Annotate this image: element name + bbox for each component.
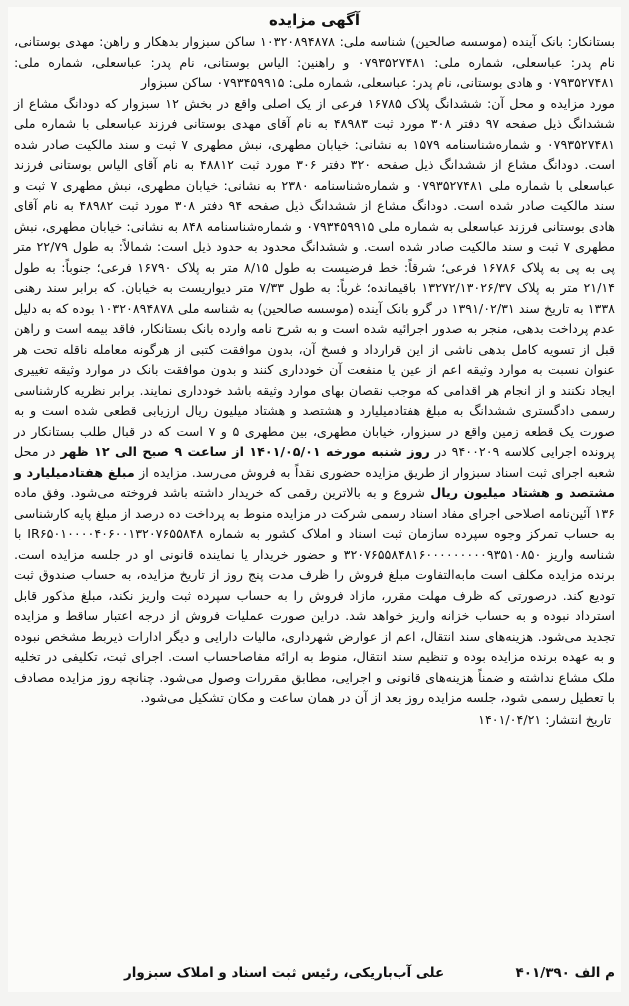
property-description: مورد مزایده و محل آن: ششدانگ پلاک ۱۶۷۸۵ فرعی از یک اصلی واقع در بخش ۱۲ سبزوار که دودانگ مشاع از ششدانگ ذیل صفحه ۹۷ دفتر ۳۰۸ مورد ثبت ۴۸۹۸۳ به نام آقای مهدی بوستانی فرزند عباسعلی با شماره ملی ۰۷۹۳۵۲۷۴۸۱ و شماره‌شناسنامه ۱۵۷۹ به نشانی: خیابان مطهری، نبش مطهری ۷ ثبت و سند مالکیت صادر شده است. دودانگ مشاع از ششدانگ ذیل صفحه ۳۲۰ دفتر ۳۰۶ مورد ثبت ۴۸۸۱۲ به نام آقای الیاس بوستانی فرزند عباسعلی با شماره ملی ۰۷۹۳۵۲۷۴۸۱ و شماره‌شناسنامه ۲۳۸۰ به نشانی: خیابان مطهری، نبش مطهری ۷ ثبت و سند مالکیت صادر شده است. دودانگ مشاع از ششدانگ ذیل صفحه ۹۴ دفتر ۳۰۸ مورد ثبت ۴۸۹۸۲ به نام آقای هادی بوستانی فرزند عباسعلی به شماره ملی ۰۷۹۳۴۵۹۹۱۵ و شماره‌شناسنامه ۸۴۸ به نشانی: خیابان مطهری، نبش مطهری ۷ ثبت و سند مالکیت صادر شده است. و ششدانگ محدود به حدود ذیل است: شمالاً: به طول ۲۲/۷۹ متر پی به پی به پلاک ۱۶۷۸۶ فرعی؛ شرقاً: خط فرضیست به طول ۸/۱۵ متر به پلاک ۱۶۷۹۰ فرعی؛ جنوباً: به طول ۲۱/۱۴ متر به پلاک ۱۳۲۷۲/۱۳۰۲۶/۳۷ باقیمانده؛ غرباً: به طول ۷/۳۳ متر دیواریست به خیابان. که برابر سند رهنی ۱۳۳۸ به تاریخ سند ۱۳۹۱/۰۲/۳۱ در گرو بانک آینده (موسسه صالحین) به شناسه ملی ۱۰۳۲۰۸۹۴۸۷۸ بوده که به دلیل عدم پرداخت بدهی، منجر به صدور اجرائیه شده است و به شرح نامه وارده بانک بستانکار، فاقد بیمه است و راهن قبل از تسویه کامل بدهی ناشی از این قرارداد و فسخ آن، بدون موافقت کتبی از هرگونه معامله ناقله تحت هر عنوان نسبت به موارد وثیقه اعم از عین یا منفعت آن خودداری کنند و بدون موافقت بانک در موارد وثیقه تغییری ایجاد نکنند و از انجام هر اقدامی که موجب نقصان بهای موارد وثیقه باشد خودداری نمایند. برابر نظریه کارشناسی رسمی دادگستری ششدانگ به مبلغ هفتادمیلیارد و هشتصد و هشتاد میلیون ریال ارزیابی قطعی شده است و به صورت یک قطعه زمین واقع در سبزوار، خیابان مطهری، بین مطهری ۵ و ۷ است که در قبال طلب بستانکار در پرونده اجرایی کلاسه ۹۴۰۰۲۰۹ — [14, 95, 616, 459]
auction-time-prefix: در — [429, 444, 452, 459]
auction-mid-text: در محل شعبه اجرای ثبت اسناد سبزوار از طریق مزایده حضوری نقداً به فروش می‌رسد. مزایده از — [14, 444, 615, 480]
publish-date: تاریخ انتشار: ۱۴۰۱/۰۴/۲۱ — [478, 711, 611, 727]
auction-body-paragraph — [14, 94, 615, 709]
notice-title: آگهی مزایده — [268, 11, 361, 29]
notice-footer — [14, 962, 615, 984]
auction-price: مبلغ هفتادمیلیارد و مشتصد و هشتاد میلیون ریال — [14, 464, 615, 500]
parties-paragraph: بستانکار: بانک آینده (موسسه صالحین) شناسه ملی: ۱۰۳۲۰۸۹۴۸۷۸ ساکن سبزوار بدهکار و راهن: مهدی بوستانی، نام پدر: عباسعلی، شماره ملی: ۰۷۹۳۵۲۷۴۸۱ و راهنین: الیاس بوستانی، نام پدر: عباسعلی، شماره ملی: ۰۷۹۳۵۲۷۴۸۱ و هادی بوستانی، نام پدر: عباسعلی، شماره ملی: ۰۷۹۳۴۵۹۹۱۵ ساکن سبزوار — [14, 34, 616, 90]
auction-notice — [8, 7, 621, 992]
auction-time: روز شنبه مورخه ۱۴۰۱/۰۵/۰۱ از ساعت ۹ صبح الی ۱۲ ظهر — [60, 444, 430, 459]
signature: علی آب‌باریکی، رئیس ثبت اسناد و املاک سبزوار — [124, 965, 445, 981]
auction-terms: شروع و به بالاترین رقمی که خریدار داشته باشد فروخته می‌شود. وفق ماده ۱۳۶ آئین‌نامه اصلاحی اجرای مفاد اسناد رسمی شرکت در مزایده منوط به پرداخت ده درصد از مبلغ پایه کارشناسی به حساب تمرکز وجوه سپرده سازمان ثبت اسناد و املاک کشور به شماره IR۶۵۰۱۰۰۰۰۴۰۶۰۰۱۳۲۰۷۶۵۵۸۴۸ با شناسه واریز ۳۲۰۷۶۵۵۸۴۸۱۶۰۰۰۰۰۰۰۰۰۹۳۵۱۰۸۵۰ و حضور خریدار یا نماینده قانونی او در جلسه مزایده است. برنده مزایده مکلف است مابه‌التفاوت مبلغ فروش را ظرف مدت پنج روز از تاریخ مزایده، به حساب صندوق ثبت تودیع کند. درصورتی که ظرف مهلت مقرر، مازاد فروش را به حساب سپرده ثبت واریز نکند، مبلغ مذکور قابل استرداد نبوده و به حساب خزانه واریز خواهد شد. دراین صورت عملیات فروش از درجه اعتبار ساقط و مزایده تجدید می‌شود. هزینه‌های سند انتقال، اعم از عوارض شهرداری، مالیات دارایی و دیگر ادارات ذیربط مشخص نبوده و به عهده برنده مزایده بوده و تنظیم سند انتقال، منوط به ارائه مفاصاحساب است. اجرای ثبت، تکلیفی در تخلیه ملک مشاع نداشته و ضمناً هزینه‌های قانونی و اجرایی، مطابق مقررات وصول می‌شود. چنانچه روز مزایده مصادف با تعطیل رسمی شود، جلسه مزایده روز بعد از آن در همان ساعت و مکان تشکیل می‌شود. — [14, 485, 615, 705]
notice-code: م الف ۴۰۱/۳۹۰ — [515, 965, 615, 981]
